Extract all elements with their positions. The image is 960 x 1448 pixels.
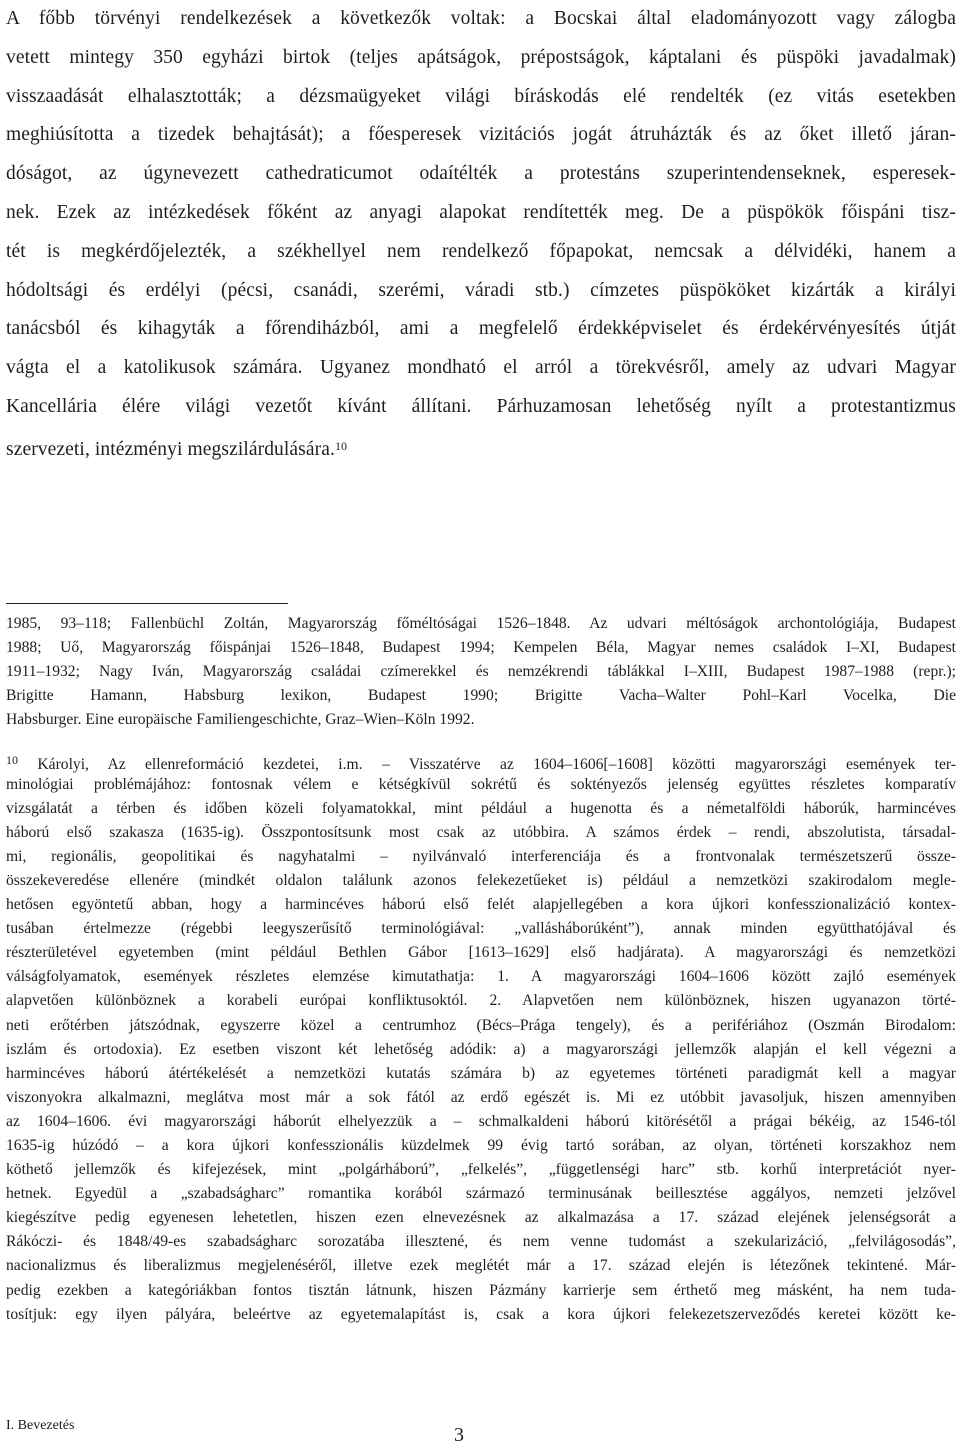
footnote-line: mi, regionális, geopolitikai és nagyhatalmi – nyilvánvaló interferenciája és a frontvonalak természetszerű össze- [6, 847, 956, 865]
footnote-separator [6, 603, 288, 604]
footnote-line: iszlám és ortodoxia). Ez esetben viszont két lehetőség adódik: a) a magyarországi jellemzők alapján el kell végezni a [6, 1040, 956, 1058]
footnote-line: alapvetően különböznek a korabeli európai konfliktusoktól. 2. Alapvetően nem különböznek, hiszen ugyanazon törté- [6, 992, 956, 1010]
footnote-line: az 1604–1606. évi magyarországi háborút elhelyezzük a – schmalkaldeni háború kitörésétől a prágai békéig, az 1546-tól [6, 1112, 956, 1130]
body-line-text: szervezeti, intézményi megszilárdulására. [6, 438, 335, 460]
footnote-10-first-line [6, 748, 956, 772]
body-last-line [6, 427, 956, 466]
body-line: meghiúsította a tizedek behajtását); a főesperesek vizitációs jogát átruházták és az őket illető járan- [6, 124, 956, 146]
footnote-line: hetősen egyöntetű abban, hogy a harmincéves háború első felét alapjellegében a kora újkori konfesszionalizáció kontex- [6, 896, 956, 914]
footnote-line: összekeveredése ellenére (mindkét oldalon találunk azonos felekezetűeket is) például a nemzetközi szakirodalom megle- [6, 871, 956, 889]
footnote-line: 1985, 93–118; Fallenbüchl Zoltán, Magyarország főméltóságai 1526–1848. Az udvari méltóságok archontológiája, Budapest [6, 615, 956, 632]
body-line: dóságot, az úgynevezett cathedraticumot odaítélték a protestáns szuperintendenseknek, esperesek- [6, 163, 956, 185]
main-text [6, 0, 956, 466]
footnote-line: minológiai problémájához: fontosnak vélem e kétségkívül sokrétű és soktényezős jelenség együttes részletes komparatív [6, 775, 956, 793]
footnote-number: 10 [6, 753, 18, 768]
body-line: tét is megkérdőjelezték, a székhellyel nem rendelkező főpapokat, nemcsak a délvidéki, hanem a [6, 240, 956, 262]
footnote-line: 1911–1932; Nagy Iván, Magyarország családai czímerekkel és nemzékrendi táblákkal I–XIII, Budapest 1987–1988 (repr.); [6, 663, 956, 681]
footnote-line: 1988; Uő, Magyarország főispánjai 1526–1848, Budapest 1994; Kempelen Béla, Magyar nemes családok I–XI, Budapest [6, 639, 956, 657]
footnote-line: hetnek. Egyedül a „szabadságharc” romantika korából származó terminusának beillesztése aggályos, nemzeti jelzővel [6, 1185, 956, 1203]
footnote-line: háború első szakasza (1635-ig). Összpontosítsunk most csak az utóbbira. A számos érdek – rendi, abszolutista, társadal- [6, 823, 956, 841]
body-line: vetett mintegy 350 egyházi birtok (teljes apátságok, prépostságok, káptalani és püspöki javadalmak) [6, 46, 956, 68]
body-line: tanácsból és kihagyták a főrendiházból, ami a megfelelő érdekképviselet és érdekérvényesítés útját [6, 318, 956, 340]
footnote-line: pedig ezekben a kategóriákban fontos tisztán látnunk, hiszen Pázmány karrierje sem érthető meg másként, ha nem tuda- [6, 1281, 956, 1299]
footnotes [6, 612, 956, 1327]
footnote-line: vizsgálatát a térben és időben közeli folyamatokkal, mint például a hugenotta és a németalföldi háborúk, harmincéves [6, 799, 956, 817]
body-line: vágta el a katolikusok számára. Ugyanez mondható el arról a törekvésről, amely az udvari Magyar [6, 357, 956, 379]
body-line: Kancellária élére világi vezetőt kívánt állítani. Párhuzamosan lehetőség nyílt a protestantizmus [6, 395, 956, 417]
footnote-line: Rákóczi- és 1848/49-es szabadságharc sorozatába illesztené, és nem venne tudomást a szekularizáció, „felvilágosodás”, [6, 1233, 956, 1251]
footnote-line: neti erőtérben játszódnak, egyszerre közel a centrumhoz (Bécs–Prága tengely), és a perifériához (Oszmán Birodalom: [6, 1016, 956, 1034]
page-number: 3 [454, 1424, 464, 1446]
footnote-line: Habsburger. Eine europäische Familiengeschichte, Graz–Wien–Köln 1992. [6, 711, 475, 729]
footnote-line: 1635-ig húzódó – a kora újkori konfesszionális küzdelmek 99 évig tartó sorában, az olyan, történeti korszakhoz nem [6, 1136, 956, 1154]
footnote-line: viszonyokra alkalmazni, meglátva most már a sok fától az erdő egészét is. Mi ez utóbbit javasoljuk, hiszen amennyiben [6, 1088, 956, 1106]
footnote-line: részterületével egyetemben (mint például Bethlen Gábor [1613–1629] első hadjárata). A magyarországi és nemzetközi [6, 944, 956, 962]
body-line: nek. Ezek az intézkedések főként az anyagi alapokat rendítették meg. De a püspökök főispáni tisz- [6, 201, 956, 223]
footnote-line-text: Károlyi, Az ellenreformáció kezdetei, i.m. – Visszatérve az 1604–1606[–1608] közötti magyarországi események ter- [37, 756, 956, 774]
footnote-line: harmincéves háború átértékelését a nemzetközi kutatás számára b) az egyetemes történeti paradigmát kell a magyar [6, 1064, 956, 1082]
footnote-line: Brigitte Hamann, Habsburg lexikon, Budapest 1990; Brigitte Vacha–Walter Pohl–Karl Vocelka, Die [6, 687, 956, 705]
footnote-line: nacionalizmus és liberalizmus megjelenéséről, illetve ezek meglétét már a 17. század elején is létezőnek tekintené. Már- [6, 1257, 956, 1275]
footnote-line: tosítjuk: egy ilyen pályára, beleértve az egyetemalapítást is, csak a kora újkori felekezetszerveződés keretei között ke- [6, 1305, 956, 1323]
footnote-reference[interactable]: 10 [334, 438, 348, 453]
footnote-line: köthető jellemzők és kifejezések, mint „polgárháború”, „felkelés”, „függetlenségi harc” stb. korhű interpretációt nyer- [6, 1161, 956, 1179]
footnote-gap [6, 732, 956, 748]
body-line: A főbb törvényi rendelkezések a következők voltak: a Bocskai által eladományozott vagy zálogba [6, 8, 956, 29]
footnote-line: válságfolyamatok, események részletes elemzése kimutathatja: 1. A magyarországi 1604–1606 között zajló események [6, 968, 956, 986]
running-footer-section: I. Bevezetés [6, 1418, 75, 1433]
body-line: hódoltsági és erdélyi (pécsi, csanádi, szerémi, váradi stb.) címzetes püspököket kizárták a királyi [6, 279, 956, 301]
body-line: visszaadását elhalasztották; a dézsmaügyeket világi bíráskodás elé rendelték (ez vitás esetekben [6, 85, 956, 107]
footnote-line: tusában értelmezze (régebbi leegyszerűsítő terminológiával: „vallásháborúként”), annak minden együtthatójával és [6, 920, 956, 938]
footnote-line: kiegészítve pedig egyenesen lehetetlen, hiszen ezen elnevezésnek az alkalmazása a 17. század elejének jelenségsorát a [6, 1209, 956, 1227]
